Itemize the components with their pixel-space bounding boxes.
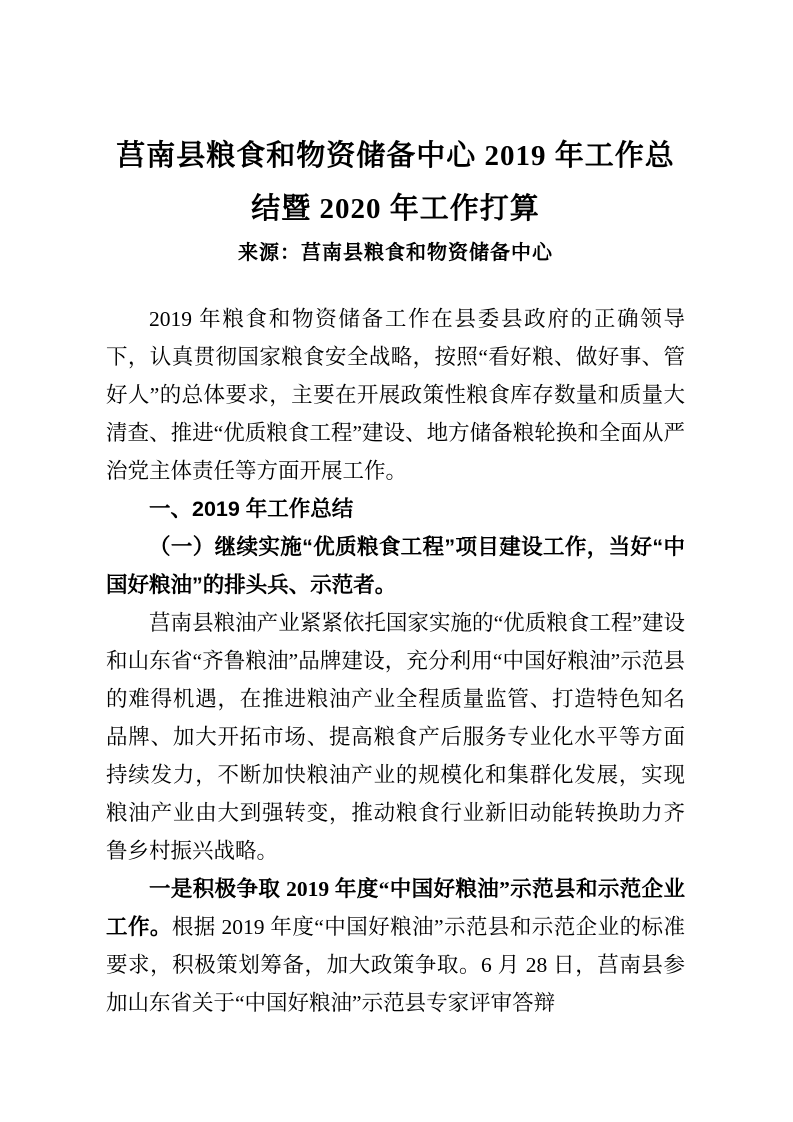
document-title-line-2: 结暨 2020 年工作打算	[251, 193, 540, 225]
heading-subsection-1: （一）继续实施“优质粮食工程”项目建设工作，当好“中国好粮油”的排头兵、示范者。	[106, 535, 685, 597]
document-source-line: 来源：莒南县粮食和物资储备中心	[238, 242, 553, 264]
heading-section-1: 一、2019 年工作总结	[149, 497, 354, 521]
item-1-lead: 一是积极争取 2019 年度“中国好粮油”示范县和示范企业工作。	[106, 877, 685, 939]
paragraph-intro: 2019 年粮食和物资储备工作在县委县政府的正确领导下，认真贯彻国家粮食安全战略，按照“看好粮、做好事、管好人”的总体要求，主要在开展政策性粮食库存数量和质量大清查、推进“优质粮食工程”建设、地方储备粮轮换和全面从严治党主体责任等方面开展工作。	[106, 307, 685, 483]
paragraph-item-1	[106, 870, 685, 1022]
document-title	[106, 130, 685, 236]
document-title-line-1: 莒南县粮食和物资储备中心 2019 年工作总	[116, 140, 675, 172]
paragraph-subsection-1: 莒南县粮油产业紧紧依托国家实施的“优质粮食工程”建设和山东省“齐鲁粮油”品牌建设，充分利用“中国好粮油”示范县的难得机遇，在推进粮油产业全程质量监管、打造特色知名品牌、加大开拓市场、提高粮食产后服务专业化水平等方面持续发力，不断加快粮油产业的规模化和集群化发展，实现粮油产业由大到强转变，推动粮食行业新旧动能转换助力齐鲁乡村振兴战略。	[106, 611, 685, 863]
item-1-text: 根据 2019 年度“中国好粮油”示范县和示范企业的标准要求，积极策划筹备，加大政策争取。6 月 28 日，莒南县参加山东省关于“中国好粮油”示范县专家评审答辩	[106, 915, 685, 1015]
document-body	[106, 300, 685, 1022]
